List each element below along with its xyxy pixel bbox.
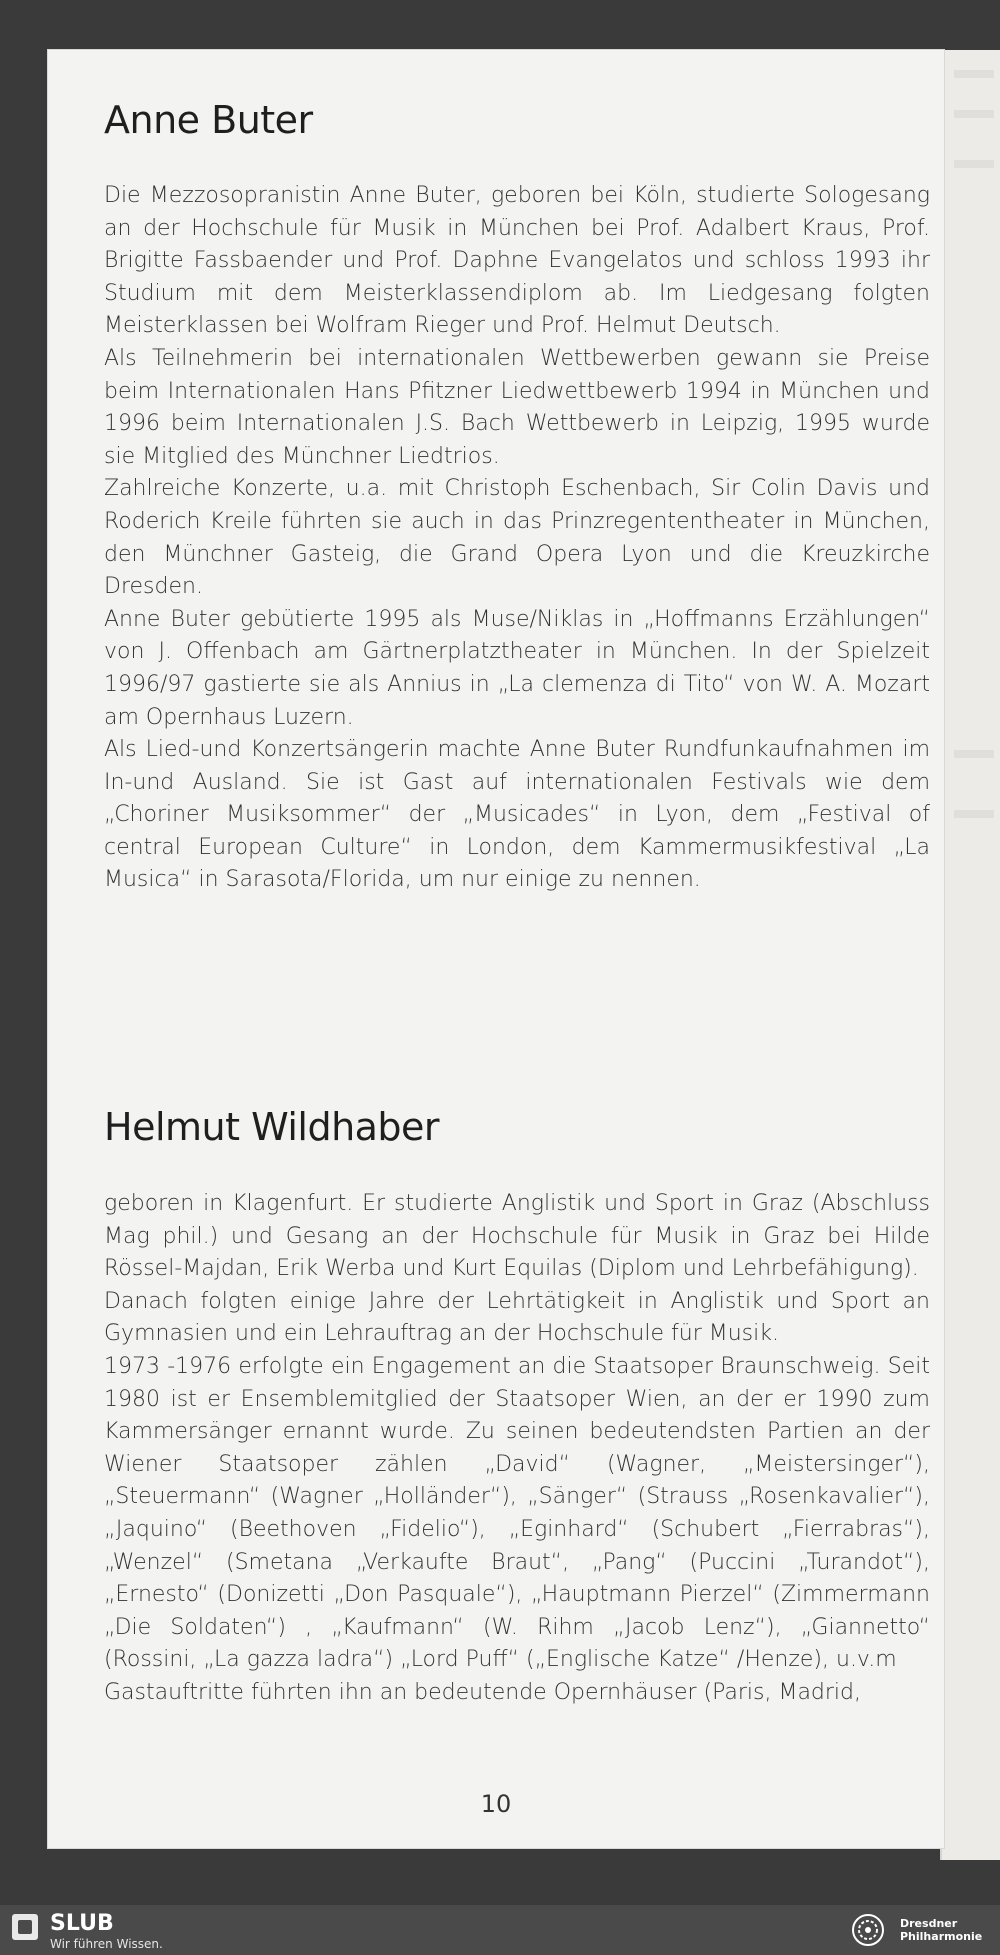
page-number: 10 xyxy=(480,1790,512,1818)
section-heading-helmut-wildhaber: Helmut Wildhaber xyxy=(104,1105,440,1149)
philharmonie-line2: Philharmonie xyxy=(900,1930,983,1943)
philharmonie-name xyxy=(900,1917,982,1943)
document-page xyxy=(48,50,944,1848)
slub-claim: Wir führen Wissen. xyxy=(50,1937,163,1951)
section-heading-anne-buter: Anne Buter xyxy=(104,98,313,142)
section-body-anne-buter xyxy=(104,180,930,897)
paragraph: Zahlreiche Konzerte, u.a. mit Christoph Eschenbach, Sir Colin Davis und Roderich Kreile führten sie auch in das Prinzregententheater in München, den Münchner Gasteig, die Grand Opera Lyon und die Kreuzkirche Dresden. xyxy=(104,476,930,600)
paragraph: Danach folgten einige Jahre der Lehrtätigkeit in Anglistik und Sport an Gymnasien und ein Lehrauftrag an der Hochschule für Musik. xyxy=(104,1288,930,1347)
footer-bar xyxy=(0,1905,1000,1955)
philharmonie-line1: Dresdner xyxy=(900,1917,958,1930)
paragraph: Als Teilnehmerin bei internationalen Wettbewerben gewann sie Preise beim Internationalen Hans Pfitzner Liedwettbewerb 1994 in München und 1996 beim Internationalen J.S. Bach Wettbewerb in Leipzig, 1995 wurde sie Mitglied des Münchner Liedtrios. xyxy=(104,345,930,469)
section-body-helmut-wildhaber xyxy=(104,1188,930,1710)
adjacent-page-edge xyxy=(940,50,1000,1860)
slub-name: SLUB xyxy=(50,1911,114,1936)
paragraph: Als Lied-und Konzertsängerin machte Anne Buter Rundfunkaufnahmen im In-und Ausland. Sie ist Gast auf internationalen Festivals wie dem „Choriner Musiksommer“ der „Musicades“ in Lyon, dem „Festival of central European Culture“ in London, dem Kammermusikfestival „La Musica“ in Sarasota/Florida, um nur einige zu nennen. xyxy=(104,737,930,893)
paragraph: Gastauftritte führten ihn an bedeutende Opernhäuser (Paris, Madrid, xyxy=(104,1679,862,1705)
slub-logo-icon xyxy=(12,1914,38,1940)
paragraph: geboren in Klagenfurt. Er studierte Anglistik und Sport in Graz (Abschluss Mag phil.) und Gesang an der Hochschule für Musik in Graz bei Hilde Rössel-Majdan, Erik Werba und Kurt Equilas (Diplom und Lehrbefähigung). xyxy=(104,1191,930,1282)
paragraph: Anne Buter gebütierte 1995 als Muse/Niklas in „Hoffmanns Erzählungen“ von J. Offenbach am Gärtnerplatztheater in München. In der Spielzeit 1996/97 gastierte sie als Annius in „La clemenza di Tito“ von W. A. Mozart am Opernhaus Luzern. xyxy=(104,606,930,730)
paragraph: 1973 -1976 erfolgte ein Engagement an die Staatsoper Braunschweig. Seit 1980 ist er Ensemblemitglied der Staatsoper Wien, an der er 1990 zum Kammersänger ernannt wurde. Zu seinen bedeutendsten Partien an der Wiener Staatsoper zählen „David“ (Wagner, „Meistersinger“), „Steuermann“ (Wagner „Holländer“), „Sänger“ (Strauss „Rosenkavalier“), „Jaquino“ (Beethoven „Fidelio“), „Eginhard“ (Schubert „Fierrabras“), „Wenzel“ (Smetana „Verkaufte Braut“, „Pang“ (Puccini „Turandot“), „Ernesto“ (Donizetti „Don Pasquale“), „Hauptmann Pierzel“ (Zimmermann „Die Soldaten“) , „Kaufmann“ (W. Rihm „Jacob Lenz“), „Giannetto“ (Rossini, „La gazza ladra“) „Lord Puff“ („Englische Katze“ /Henze), u.v.m xyxy=(104,1353,930,1673)
philharmonie-logo-icon xyxy=(843,1912,893,1948)
paragraph: Die Mezzosopranistin Anne Buter, geboren bei Köln, studierte Sologesang an der Hochschule für Musik in München bei Prof. Adalbert Kraus, Prof. Brigitte Fassbaender und Prof. Daphne Evangelatos und schloss 1993 ihr Studium mit dem Meisterklassendiplom ab. Im Liedgesang folgten Meisterklassen bei Wolfram Rieger und Prof. Helmut Deutsch. xyxy=(104,183,930,339)
